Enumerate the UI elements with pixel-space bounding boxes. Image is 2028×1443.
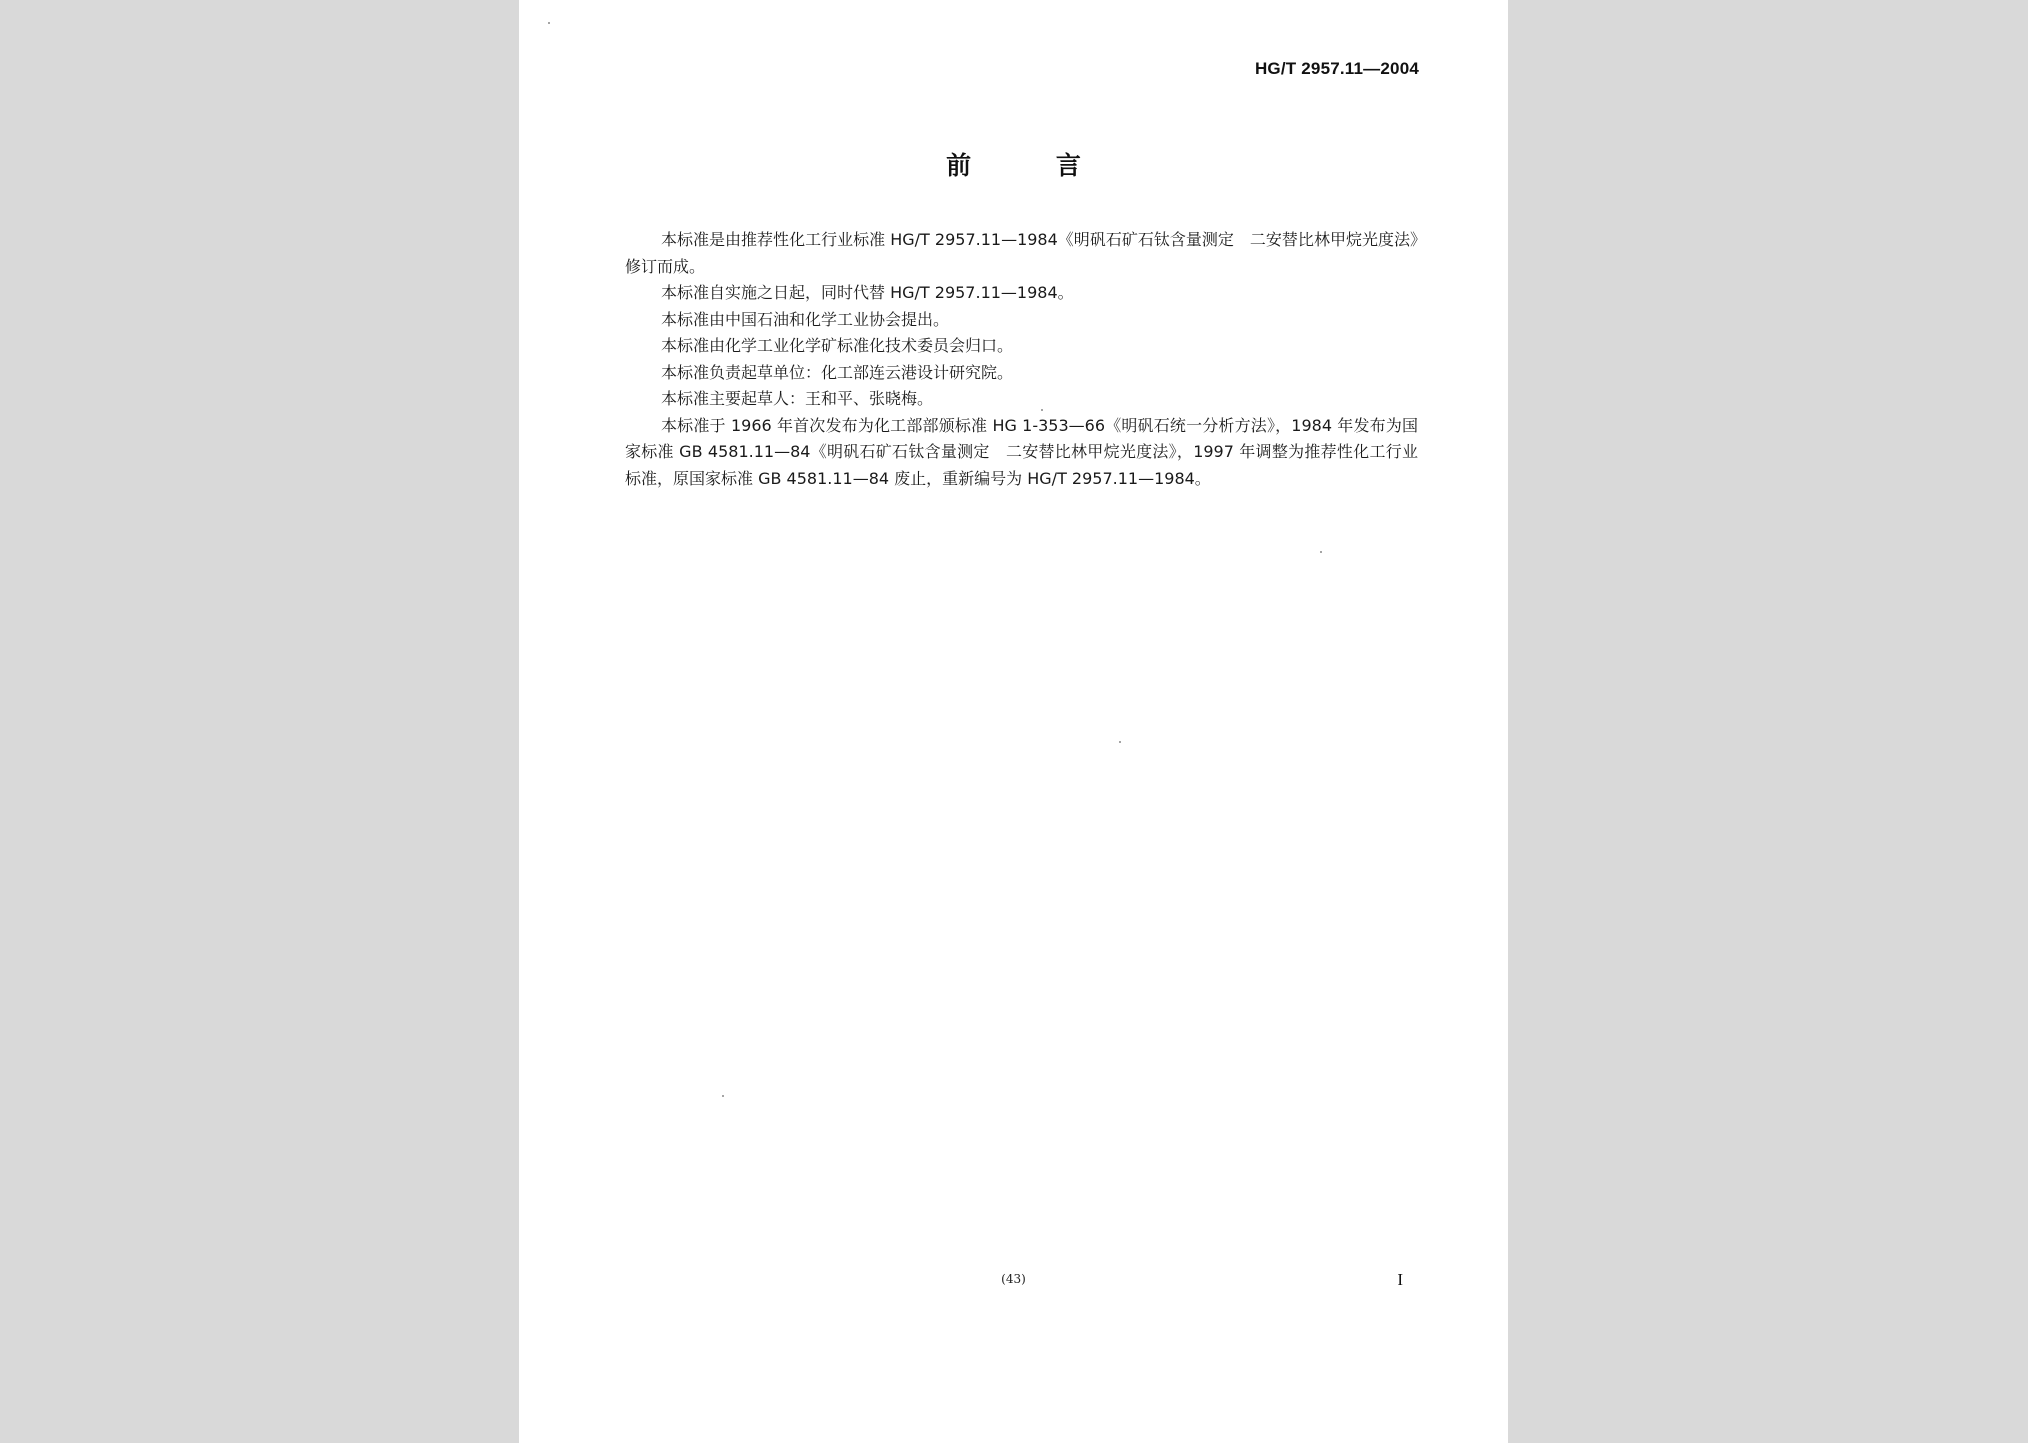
paragraph: 本标准主要起草人：王和平、张晓梅。 — [661, 389, 934, 408]
page-number-roman: I — [1397, 1270, 1403, 1289]
standard-number: HG/T 2957.11—2004 — [1254, 59, 1419, 78]
paragraph: 本标准是由推荐性化工行业标准 HG/T 2957.11—1984《明矾石矿石钛含量测定 二安替比林甲烷光度法》修订而成。 — [625, 230, 1418, 276]
paragraph: 本标准由中国石油和化学工业协会提出。 — [661, 309, 950, 329]
scan-speck — [1041, 409, 1043, 411]
foreword-body — [625, 227, 1418, 492]
paragraph: 本标准自实施之日起，同时代替 HG/T 2957.11—1984。 — [661, 283, 1074, 302]
document-page — [519, 0, 1508, 1443]
scan-speck — [548, 22, 550, 24]
paragraph: 本标准于 1966 年首次发布为化工部部颁标准 HG 1-353—66《明矾石统一分析方法》，1984 年发布为国家标准 GB 4581.11—84《明矾石矿石钛含量测定 二安替比林甲烷光度法》，1997 年调整为推荐性化工行业标准，原国家标准 GB 4581.11—84 废止，重新编号为 HG/T 2957.11—1984。 — [625, 415, 1418, 488]
scan-speck — [722, 1095, 724, 1097]
paragraph: 本标准负责起草单位：化工部连云港设计研究院。 — [661, 362, 1014, 382]
scan-speck — [1320, 551, 1322, 553]
scan-speck — [1119, 741, 1121, 743]
paragraph: 本标准由化学工业化学矿标准化技术委员会归口。 — [661, 336, 1014, 355]
page-number-center: (43) — [1001, 1272, 1026, 1286]
page-title: 前 言 — [946, 151, 1119, 180]
